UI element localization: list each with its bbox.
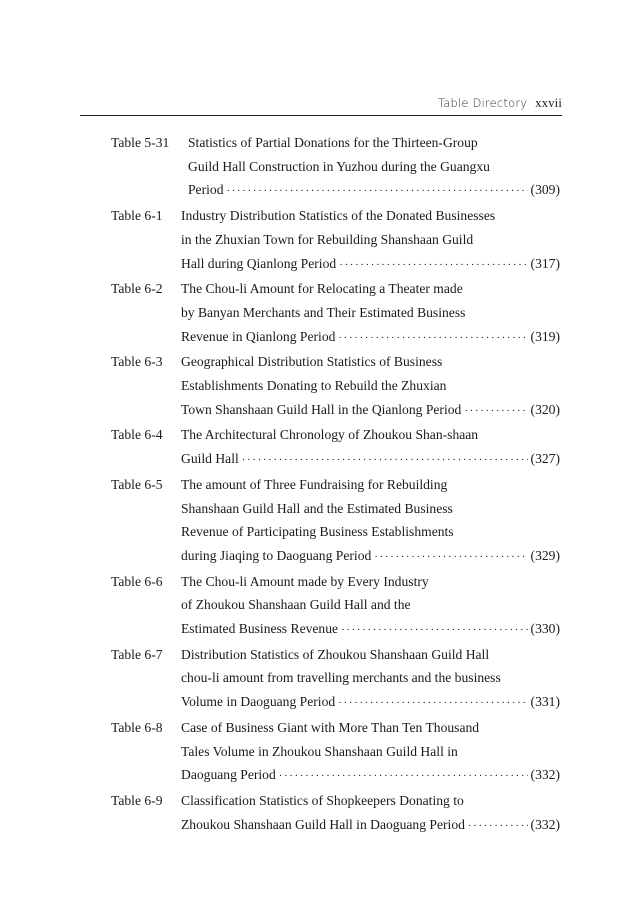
header-rule — [80, 115, 562, 116]
dot-leader — [338, 692, 527, 716]
toc-entry-title-line: Shanshaan Guild Hall and the Estimated Business — [181, 500, 453, 516]
toc-entry-title-line: The Chou-li Amount made by Every Industry — [181, 573, 429, 589]
running-head — [438, 96, 562, 111]
toc-entry-title-line: by Banyan Merchants and Their Estimated Business — [181, 304, 466, 320]
toc-entry[interactable] — [111, 643, 560, 716]
dot-leader — [374, 546, 527, 570]
toc-entry-page-number[interactable]: (332) — [530, 767, 560, 783]
toc-entry-title — [181, 350, 560, 423]
toc-entry-last-line — [181, 813, 560, 839]
toc-entry-title-line: Geographical Distribution Statistics of Business — [181, 354, 443, 370]
toc-entry-label: Table 6-1 — [111, 208, 163, 224]
toc-entry[interactable] — [111, 204, 560, 277]
toc-entry-label: Table 6-6 — [111, 573, 163, 589]
dot-leader — [279, 765, 528, 789]
toc-entry-last-line — [188, 178, 560, 204]
toc-entry-page-number[interactable]: (327) — [530, 451, 560, 467]
toc-entry-title-line: Revenue of Participating Business Establishments — [181, 524, 454, 540]
dot-leader — [242, 449, 528, 473]
toc-entry-title-line: chou-li amount from travelling merchants and the business — [181, 670, 501, 686]
toc-entry-title-line: Distribution Statistics of Zhoukou Shanshaan Guild Hall — [181, 646, 490, 662]
toc-entry[interactable] — [111, 570, 560, 643]
toc-entry[interactable] — [111, 789, 560, 838]
toc-entry-title-line: Zhoukou Shanshaan Guild Hall in Daoguang Period — [181, 816, 465, 832]
running-head-title: Table Directory — [437, 96, 528, 110]
toc-entry-label: Table 6-9 — [111, 792, 163, 808]
toc-entry[interactable] — [111, 131, 560, 204]
dot-leader — [338, 327, 527, 351]
dot-leader — [339, 254, 527, 278]
dot-leader — [227, 180, 528, 204]
toc-entry-title-line: Estimated Business Revenue — [181, 621, 339, 637]
toc-entry-page-number[interactable]: (309) — [530, 182, 560, 198]
toc-entry-title-line: Guild Hall Construction in Yuzhou during the Guangxu — [188, 158, 490, 174]
toc-entry-title-line: Tales Volume in Zhoukou Shanshaan Guild Hall in — [181, 743, 458, 759]
table-directory-list — [111, 131, 560, 838]
toc-entry-title-line: in the Zhuxian Town for Rebuilding Shanshaan Guild — [181, 231, 474, 247]
toc-entry-last-line — [181, 398, 560, 424]
toc-entry-label: Table 6-7 — [111, 646, 163, 662]
toc-entry-page-number[interactable]: (330) — [530, 621, 560, 637]
toc-entry-title-line: The Architectural Chronology of Zhoukou Shan-shaan — [181, 427, 479, 443]
dot-leader — [464, 400, 527, 424]
toc-entry-title-line: Classification Statistics of Shopkeepers Donating to — [181, 792, 464, 808]
toc-entry[interactable] — [111, 423, 560, 472]
toc-entry-title-line: Daoguang Period — [181, 767, 276, 783]
toc-entry-title — [181, 716, 560, 789]
toc-entry-title — [188, 131, 560, 204]
toc-entry-label: Table 6-4 — [111, 427, 163, 443]
toc-entry-title — [181, 570, 560, 643]
toc-entry-title-line: The amount of Three Fundraising for Rebuilding — [181, 476, 448, 492]
toc-entry-title-line: of Zhoukou Shanshaan Guild Hall and the — [181, 597, 411, 613]
toc-entry-last-line — [181, 447, 560, 473]
toc-entry-label: Table 6-5 — [111, 476, 163, 492]
toc-entry-label: Table 6-3 — [111, 354, 163, 370]
toc-entry-title — [181, 277, 560, 350]
toc-entry-last-line — [181, 763, 560, 789]
toc-entry-last-line — [181, 544, 560, 570]
toc-entry[interactable] — [111, 473, 560, 570]
toc-entry-label: Table 6-2 — [111, 281, 163, 297]
toc-entry-title-line: Town Shanshaan Guild Hall in the Qianlong Period — [181, 401, 462, 417]
toc-entry-page-number[interactable]: (320) — [530, 401, 560, 417]
toc-entry-last-line — [181, 690, 560, 716]
toc-entry-title-line: Establishments Donating to Rebuild the Zhuxian — [181, 378, 447, 394]
toc-entry-page-number[interactable]: (332) — [530, 816, 560, 832]
dot-leader — [468, 815, 528, 839]
toc-entry-title-line: Hall during Qianlong Period — [181, 255, 337, 271]
dot-leader — [341, 619, 527, 643]
toc-entry-title — [181, 204, 560, 277]
toc-entry-title-line: Statistics of Partial Donations for the Thirteen-Group — [188, 135, 478, 150]
running-head-page-number: xxvii — [535, 96, 562, 110]
toc-entry-label: Table 5-31 — [111, 135, 170, 150]
toc-entry-title-line: Case of Business Giant with More Than Ten Thousand — [181, 719, 480, 735]
toc-entry-page-number[interactable]: (317) — [530, 255, 560, 271]
toc-entry-last-line — [181, 325, 560, 351]
toc-entry-title — [181, 789, 560, 838]
toc-entry-last-line — [181, 617, 560, 643]
toc-entry-title-line: Period — [188, 182, 224, 198]
toc-entry-page-number[interactable]: (329) — [530, 547, 560, 563]
toc-entry-title-line: Industry Distribution Statistics of the Donated Businesses — [181, 208, 496, 224]
toc-entry-label: Table 6-8 — [111, 719, 163, 735]
toc-entry[interactable] — [111, 277, 560, 350]
toc-entry[interactable] — [111, 716, 560, 789]
toc-entry-page-number[interactable]: (331) — [530, 694, 560, 710]
toc-entry-title — [181, 473, 560, 570]
toc-entry-title-line: Volume in Daoguang Period — [181, 694, 336, 710]
toc-entry-last-line — [181, 252, 560, 278]
toc-entry-title — [181, 423, 560, 472]
toc-entry-title-line: during Jiaqing to Daoguang Period — [181, 547, 372, 563]
toc-entry-title — [181, 643, 560, 716]
toc-entry-title-line: Revenue in Qianlong Period — [181, 328, 336, 344]
toc-entry-title-line: Guild Hall — [181, 451, 239, 467]
toc-entry[interactable] — [111, 350, 560, 423]
toc-entry-page-number[interactable]: (319) — [530, 328, 560, 344]
toc-entry-title-line: The Chou-li Amount for Relocating a Theater made — [181, 281, 463, 297]
